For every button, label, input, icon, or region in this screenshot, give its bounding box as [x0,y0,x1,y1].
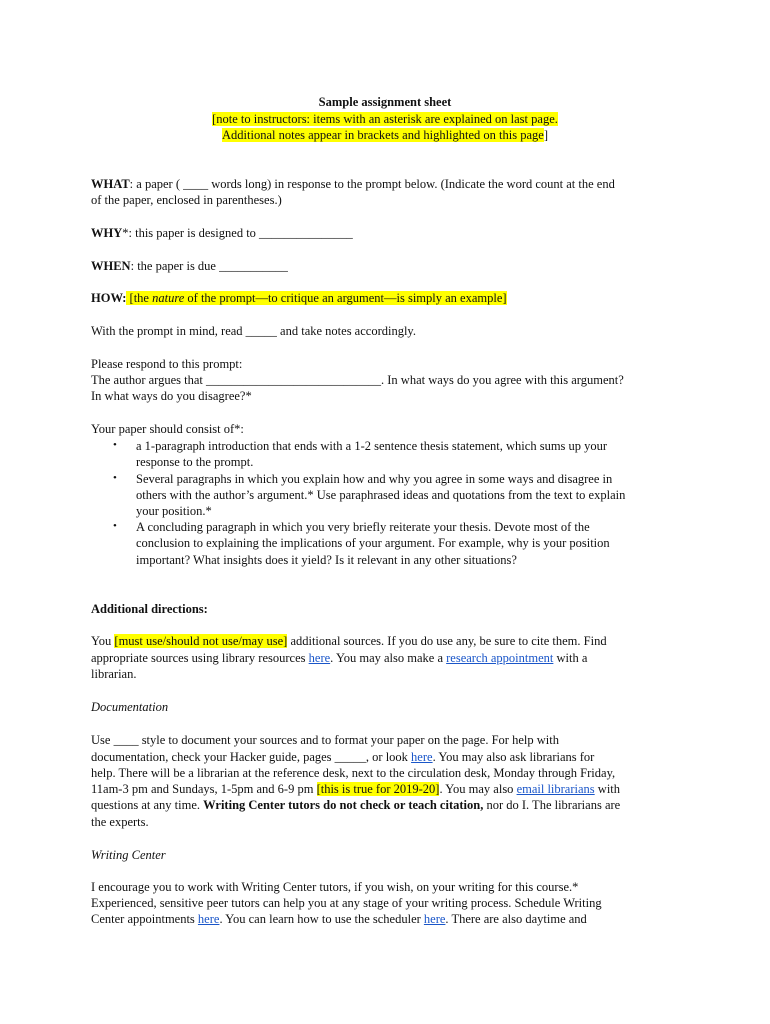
list-item-2-text-3: your position.* [136,504,212,518]
list-item-2-line-3 [136,503,212,520]
how-italic: nature [152,291,185,305]
documentation-line-6 [91,814,149,831]
how-post: of the prompt—to critique an argument—is simply an example] [184,291,507,305]
documentation-text-2b: . You may also ask librarians for [432,750,595,764]
what-line-2 [91,192,282,209]
bullet-1: • [113,439,117,451]
bullet-3: • [113,520,117,532]
when-line [91,258,288,275]
documentation-text-3: help. There will be a librarian at the reference desk, next to the circulation desk, Monday through Friday, [91,766,616,780]
bullet-2: • [113,472,117,484]
instructor-note-close: ] [543,128,548,142]
consist-intro-text: Your paper should consist of*: [91,422,244,436]
writing-center-text-3a: Center appointments [91,912,198,926]
additional-heading [91,601,208,618]
documentation-text-4a: 11am-3 pm and Sundays, 1-5pm and 6-9 pm [91,782,317,796]
when-label: WHEN [91,259,131,273]
documentation-line-5 [91,797,620,814]
writing-center-line-2 [91,895,602,912]
list-item-3-text-1: A concluding paragraph in which you very briefly reiterate your thesis. Devote most of the [136,520,590,534]
instructor-note-line-2 [0,127,770,144]
additional-text-2c: with a [553,651,588,665]
why-line [91,225,353,242]
respond-text-1: Please respond to this prompt: [91,357,243,371]
additional-text-3: librarian. [91,667,137,681]
additional-line-1 [91,633,607,650]
respond-text-2: The author argues that ____________________________. In what ways do you agree with this argument? [91,373,624,387]
instructor-note-text-2: Additional notes appear in brackets and highlighted on this page [222,128,544,142]
library-resources-link[interactable]: here [308,651,331,665]
writing-center-text-2: Experienced, sensitive peer tutors can help you at any stage of your writing process. Schedule Writing [91,896,602,910]
writing-center-appointments-link[interactable]: here [197,912,220,926]
why-label: WHY [91,226,123,240]
writing-center-line-1 [91,879,578,896]
documentation-help-link[interactable]: here [411,750,433,764]
additional-line-3 [91,666,136,683]
writing-center-heading [91,847,166,864]
instructor-note-text-1: [note to instructors: items with an asterisk are explained on last page. [212,112,558,126]
additional-text-1a: You [91,634,115,648]
list-item-1-text-2: response to the prompt. [136,455,254,469]
how-label: HOW: [91,291,127,305]
email-librarians-link[interactable]: email librarians [516,782,595,796]
list-item-2-line-2 [136,487,625,504]
writing-center-text-1: I encourage you to work with Writing Center tutors, if you wish, on your writing for this course.* [91,880,579,894]
research-appointment-link[interactable]: research appointment [446,651,554,665]
respond-line-3 [91,388,252,405]
additional-text-1b: additional sources. If you do use any, be sure to cite them. Find [287,634,607,648]
documentation-text-6: the experts. [91,815,149,829]
documentation-highlight: [this is true for 2019-20] [316,782,440,796]
list-item-1-line-2 [136,454,253,471]
scheduler-help-link[interactable]: here [423,912,446,926]
additional-highlight: [must use/should not use/may use] [114,634,288,648]
what-line-1 [91,176,615,193]
prompt-read-text: With the prompt in mind, read _____ and take notes accordingly. [91,324,416,338]
how-pre: [the [126,291,153,305]
documentation-text-4c: with [594,782,621,796]
page-title [0,94,770,111]
list-item-3-line-3 [136,552,517,569]
documentation-text-5b: nor do I. The librarians are [483,798,621,812]
list-item-1-line-1 [136,438,607,455]
respond-line-2 [91,372,624,389]
instructor-note-line-1 [0,111,770,128]
prompt-read-line [91,323,416,340]
why-text: *: this paper is designed to _______________ [122,226,353,240]
documentation-text-1: Use ____ style to document your sources and to format your paper on the page. For help with [91,733,559,747]
documentation-line-2 [91,749,594,766]
documentation-heading-text: Documentation [91,700,169,714]
additional-text-2a: appropriate sources using library resources [91,651,309,665]
list-item-3-line-2 [136,535,610,552]
documentation-heading [91,699,168,716]
documentation-line-3 [91,765,615,782]
consist-intro [91,421,244,438]
what-text-2: of the paper, enclosed in parentheses.) [91,193,282,207]
list-item-2-line-1 [136,471,612,488]
additional-line-2 [91,650,587,667]
documentation-text-4b: . You may also [439,782,517,796]
title-text: Sample assignment sheet [318,95,452,109]
list-item-1-text-1: a 1-paragraph introduction that ends with a 1-2 sentence thesis statement, which sums up your [136,439,608,453]
respond-line-1 [91,356,242,373]
list-item-3-text-2: conclusion to explaining the implications of your argument. For example, why is your position [136,536,610,550]
documentation-text-5a: questions at any time. [91,798,204,812]
list-item-3-text-3: important? What insights does it yield? Is it relevant in any other situations? [136,553,517,567]
what-text-1: : a paper ( ____ words long) in response to the prompt below. (Indicate the word count at the end [129,177,615,191]
list-item-2-text-1: Several paragraphs in which you explain how and why you agree in some ways and disagree in [136,472,613,486]
what-label: WHAT [91,177,130,191]
writing-center-heading-text: Writing Center [91,848,166,862]
documentation-bold-text: Writing Center tutors do not check or teach citation, [203,798,484,812]
additional-heading-text: Additional directions: [91,602,208,616]
list-item-3-line-1 [136,519,590,536]
documentation-line-4 [91,781,620,798]
how-line [91,290,507,307]
writing-center-text-3b: . You can learn how to use the scheduler [219,912,424,926]
when-text: : the paper is due ___________ [130,259,288,273]
writing-center-text-3c: . There are also daytime and [445,912,587,926]
how-highlight [126,291,506,305]
respond-text-3: In what ways do you disagree?* [91,389,252,403]
writing-center-line-3 [91,911,587,928]
list-item-2-text-2: others with the author’s argument.* Use paraphrased ideas and quotations from the text to explain [136,488,626,502]
documentation-line-1 [91,732,559,749]
documentation-text-2a: documentation, check your Hacker guide, pages _____, or look [91,750,412,764]
additional-text-2b: . You may also make a [330,651,447,665]
